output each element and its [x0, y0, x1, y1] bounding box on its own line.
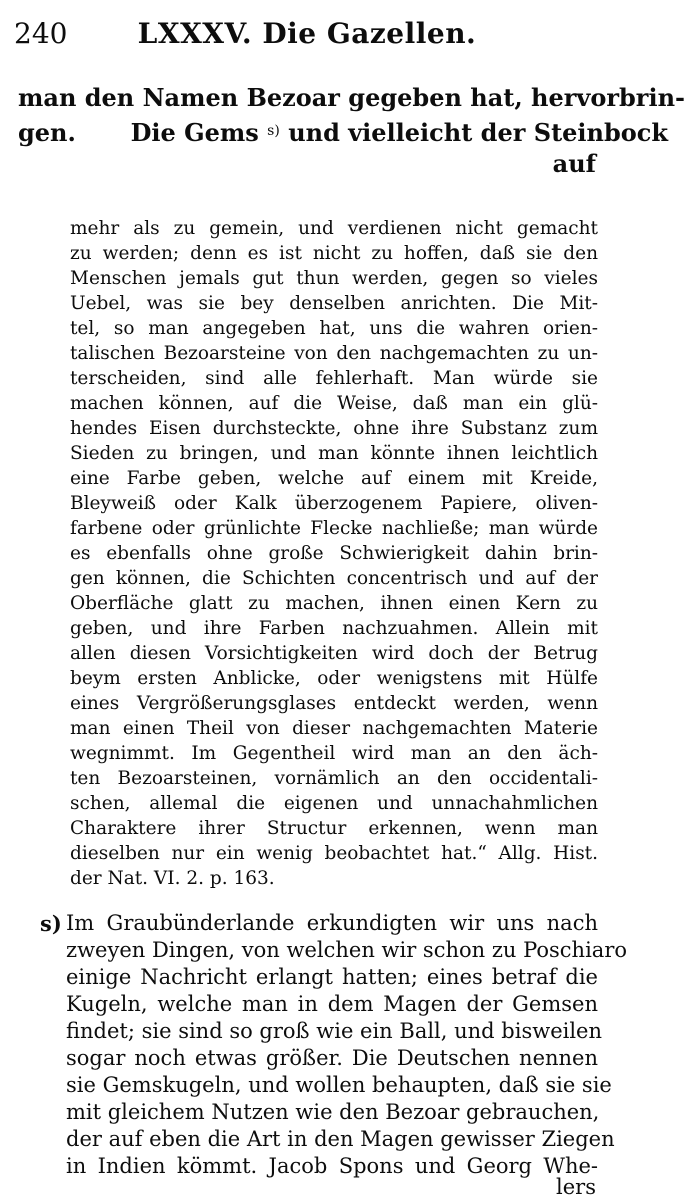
- passage-line: eines Vergrößerungsglases entdeckt werden, wenn: [70, 693, 598, 714]
- passage-line: hendes Eisen durchsteckte, ohne ihre Substanz zum: [70, 418, 598, 439]
- passage-line: Sieden zu bringen, und man könnte ihnen leichtlich: [70, 443, 598, 464]
- passage-line: gen können, die Schichten concentrisch und auf der: [70, 568, 598, 589]
- footnote-line: Im Graubünderlande erkundigten wir uns nach: [66, 911, 598, 935]
- passage-line: talischen Bezoarsteine von den nachgemachten zu un-: [70, 343, 598, 364]
- passage-line: beym ersten Anblicke, oder wenigstens mit Hülfe: [70, 668, 598, 689]
- main-text-line: [18, 115, 669, 149]
- passage-line: ten Bezoarsteinen, vornämlich an den occidentali-: [70, 768, 598, 789]
- passage-line: Uebel, was sie bey denselben anrichten. Die Mit-: [70, 293, 598, 314]
- passage-line: Charaktere ihrer Structur erkennen, wenn man: [70, 818, 598, 839]
- footnote-line: mit gleichem Nutzen wie den Bezoar gebrauchen,: [66, 1100, 600, 1124]
- passage-line: allen diesen Vorsichtigkeiten wird doch der Betrug: [70, 643, 598, 664]
- catchword: lers: [556, 1175, 596, 1199]
- main-text-fragment: gen.: [18, 118, 76, 147]
- passage-line: geben, und ihre Farben nachzuahmen. Allein mit: [70, 618, 598, 639]
- footnote-line: sie Gemskugeln, und wollen behaupten, daß sie sie: [66, 1073, 612, 1097]
- main-text-line: auf: [552, 149, 596, 178]
- passage-line: tel, so man angegeben hat, uns die wahren orien-: [70, 318, 598, 339]
- passage-line: wegnimmt. Im Gegentheil wird man an den äch-: [70, 743, 598, 764]
- page-number: 240: [14, 17, 68, 50]
- footnote-line: findet; sie sind so groß wie ein Ball, und bisweilen: [66, 1019, 603, 1043]
- main-text-fragment: und vielleicht der Steinbock: [288, 118, 669, 147]
- footnote-line: sogar noch etwas größer. Die Deutschen nennen: [66, 1046, 598, 1070]
- page-header: [14, 14, 600, 54]
- passage-line: man einen Theil von dieser nachgemachten Materie: [70, 718, 598, 739]
- passage-line: mehr als zu gemein, und verdienen nicht gemacht: [70, 218, 598, 239]
- passage-line: dieselben nur ein wenig beobachtet hat.“ Allg. Hist.: [70, 843, 598, 864]
- passage-line: eine Farbe geben, welche auf einem mit Kreide,: [70, 468, 598, 489]
- main-text-fragment: Die Gems: [130, 118, 259, 147]
- footnote-line: in Indien kömmt. Jacob Spons und Georg Whe-: [66, 1154, 598, 1178]
- passage-line: Menschen jemals gut thun werden, gegen so vieles: [70, 268, 598, 289]
- running-title: LXXXV. Die Gazellen.: [137, 17, 477, 50]
- footnote-line: einige Nachricht erlangt hatten; eines betraf die: [66, 965, 598, 989]
- passage-line: schen, allemal die eigenen und unnachahmlichen: [70, 793, 598, 814]
- passage-line: Oberfläche glatt zu machen, ihnen einen Kern zu: [70, 593, 598, 614]
- passage-line: Bleyweiß oder Kalk überzogenem Papiere, oliven-: [70, 493, 598, 514]
- footnote-marker: s): [40, 911, 62, 936]
- passage-line: farbene oder grünlichte Flecke nachließe; man würde: [70, 518, 598, 539]
- passage-citation: der Nat. VI. 2. p. 163.: [70, 868, 275, 889]
- passage-line: es ebenfalls ohne große Schwierigkeit dahin brin-: [70, 543, 598, 564]
- footnote-line: zweyen Dingen, von welchen wir schon zu Poschiaro: [66, 938, 628, 962]
- footnote-reference: s): [267, 123, 280, 139]
- footnote-line: der auf eben die Art in den Magen gewisser Ziegen: [66, 1127, 615, 1151]
- main-text-line: man den Namen Bezoar gegeben hat, hervorbrin-: [18, 83, 685, 112]
- passage-line: zu werden; denn es ist nicht zu hoffen, daß sie den: [70, 243, 598, 264]
- footnote-line: Kugeln, welche man in dem Magen der Gemsen: [66, 992, 598, 1016]
- passage-line: machen können, auf die Weise, daß man ein glü-: [70, 393, 598, 414]
- passage-line: terscheiden, sind alle fehlerhaft. Man würde sie: [70, 368, 598, 389]
